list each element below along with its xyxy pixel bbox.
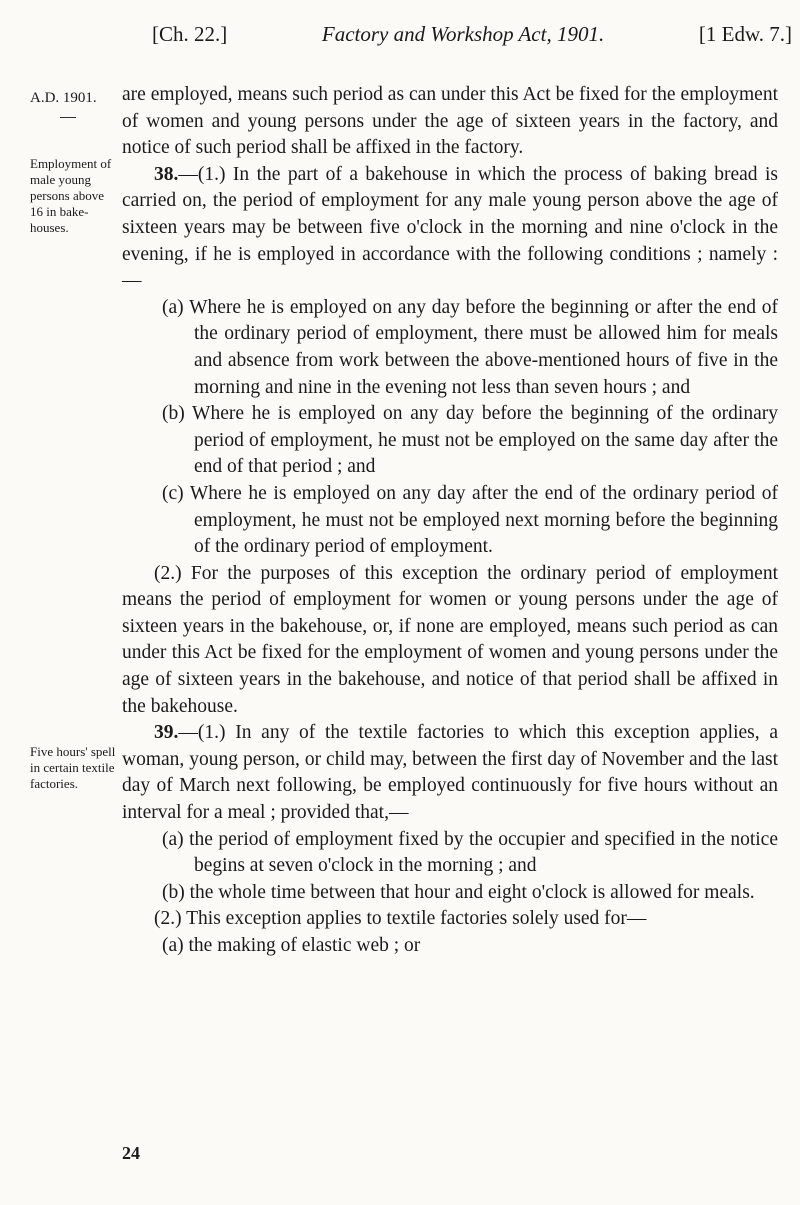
page-number: 24	[122, 1143, 140, 1163]
body-text	[122, 82, 778, 960]
margin-note-s39: Five hours' spell in certain textile factories.	[30, 744, 116, 791]
section-38-subsection-2: (2.) For the purposes of this exception the ordinary period of employment means the period of employment for women or young persons under the age of sixteen years in the bakehouse, or, if none are employed, means such period as can under this Act be fixed for the employment of women and young persons under the age of sixteen years in the bakehouse, and notice of that period shall be affixed in the bakehouse.	[122, 562, 778, 717]
section-38-clause-b: (b) Where he is employed on any day before the beginning of the ordinary period of employment, he must not be employed on the same day after the end of that period ; and	[162, 403, 778, 478]
section-39-clause-a: (a) the period of employment fixed by the occupier and specified in the notice begins at seven o'clock in the morning ; and	[162, 828, 778, 877]
section-number: 38.	[154, 163, 179, 185]
section-39-subsection-2: (2.) This exception applies to textile factories solely used for—	[154, 908, 647, 930]
section-38-clause-a: (a) Where he is employed on any day before the beginning or after the end of the ordinary period of employment, there must be allowed him for meals and absence from work between the above-mentioned hours of five in the morning and nine in the evening not less than seven hours ; and	[162, 296, 778, 398]
section-text: —(1.) In the part of a bakehouse in which the process of baking bread is carried on, the period of employment for any male young person above the age of sixteen years may be between five o'clock in the morning and nine o'clock in the evening, if he is employed in accordance with the following conditions ; namely :—	[122, 163, 778, 292]
section-38-clause-c: (c) Where he is employed on any day after the end of the ordinary period of employment, he must not be employed next morning before the beginning of the ordinary period of employment.	[162, 482, 778, 558]
section-38-subsection-1	[122, 162, 778, 295]
regnal-label: [1 Edw. 7.]	[698, 22, 792, 46]
section-text: —(1.) In any of the textile factories to which this exception applies, a woman, young person, or child may, between the first day of November and the last day of March next following, be employed continuously for five hours without an interval for a meal ; provided that,—	[122, 722, 778, 824]
year-rule	[60, 117, 76, 118]
paragraph-continued: are employed, means such period as can under this Act be fixed for the employment of women and young persons under the age of sixteen years in the factory, and notice of such period shall be affixed in the factory.	[122, 84, 778, 159]
section-39-subsection-1	[122, 720, 778, 826]
running-header	[152, 22, 792, 47]
section-39-clause-b: (b) the whole time between that hour and eight o'clock is allowed for meals.	[162, 881, 755, 903]
year-label: A.D. 1901.	[30, 90, 97, 106]
act-title: Factory and Workshop Act, 1901.	[321, 22, 605, 46]
section-39-sub2-clause-a: (a) the making of elastic web ; or	[162, 935, 421, 956]
section-number: 39.	[154, 722, 179, 744]
margin-note-s38: Employment of male young persons above 16 in bake-houses.	[30, 156, 112, 235]
chapter-label: [Ch. 22.]	[152, 22, 228, 46]
